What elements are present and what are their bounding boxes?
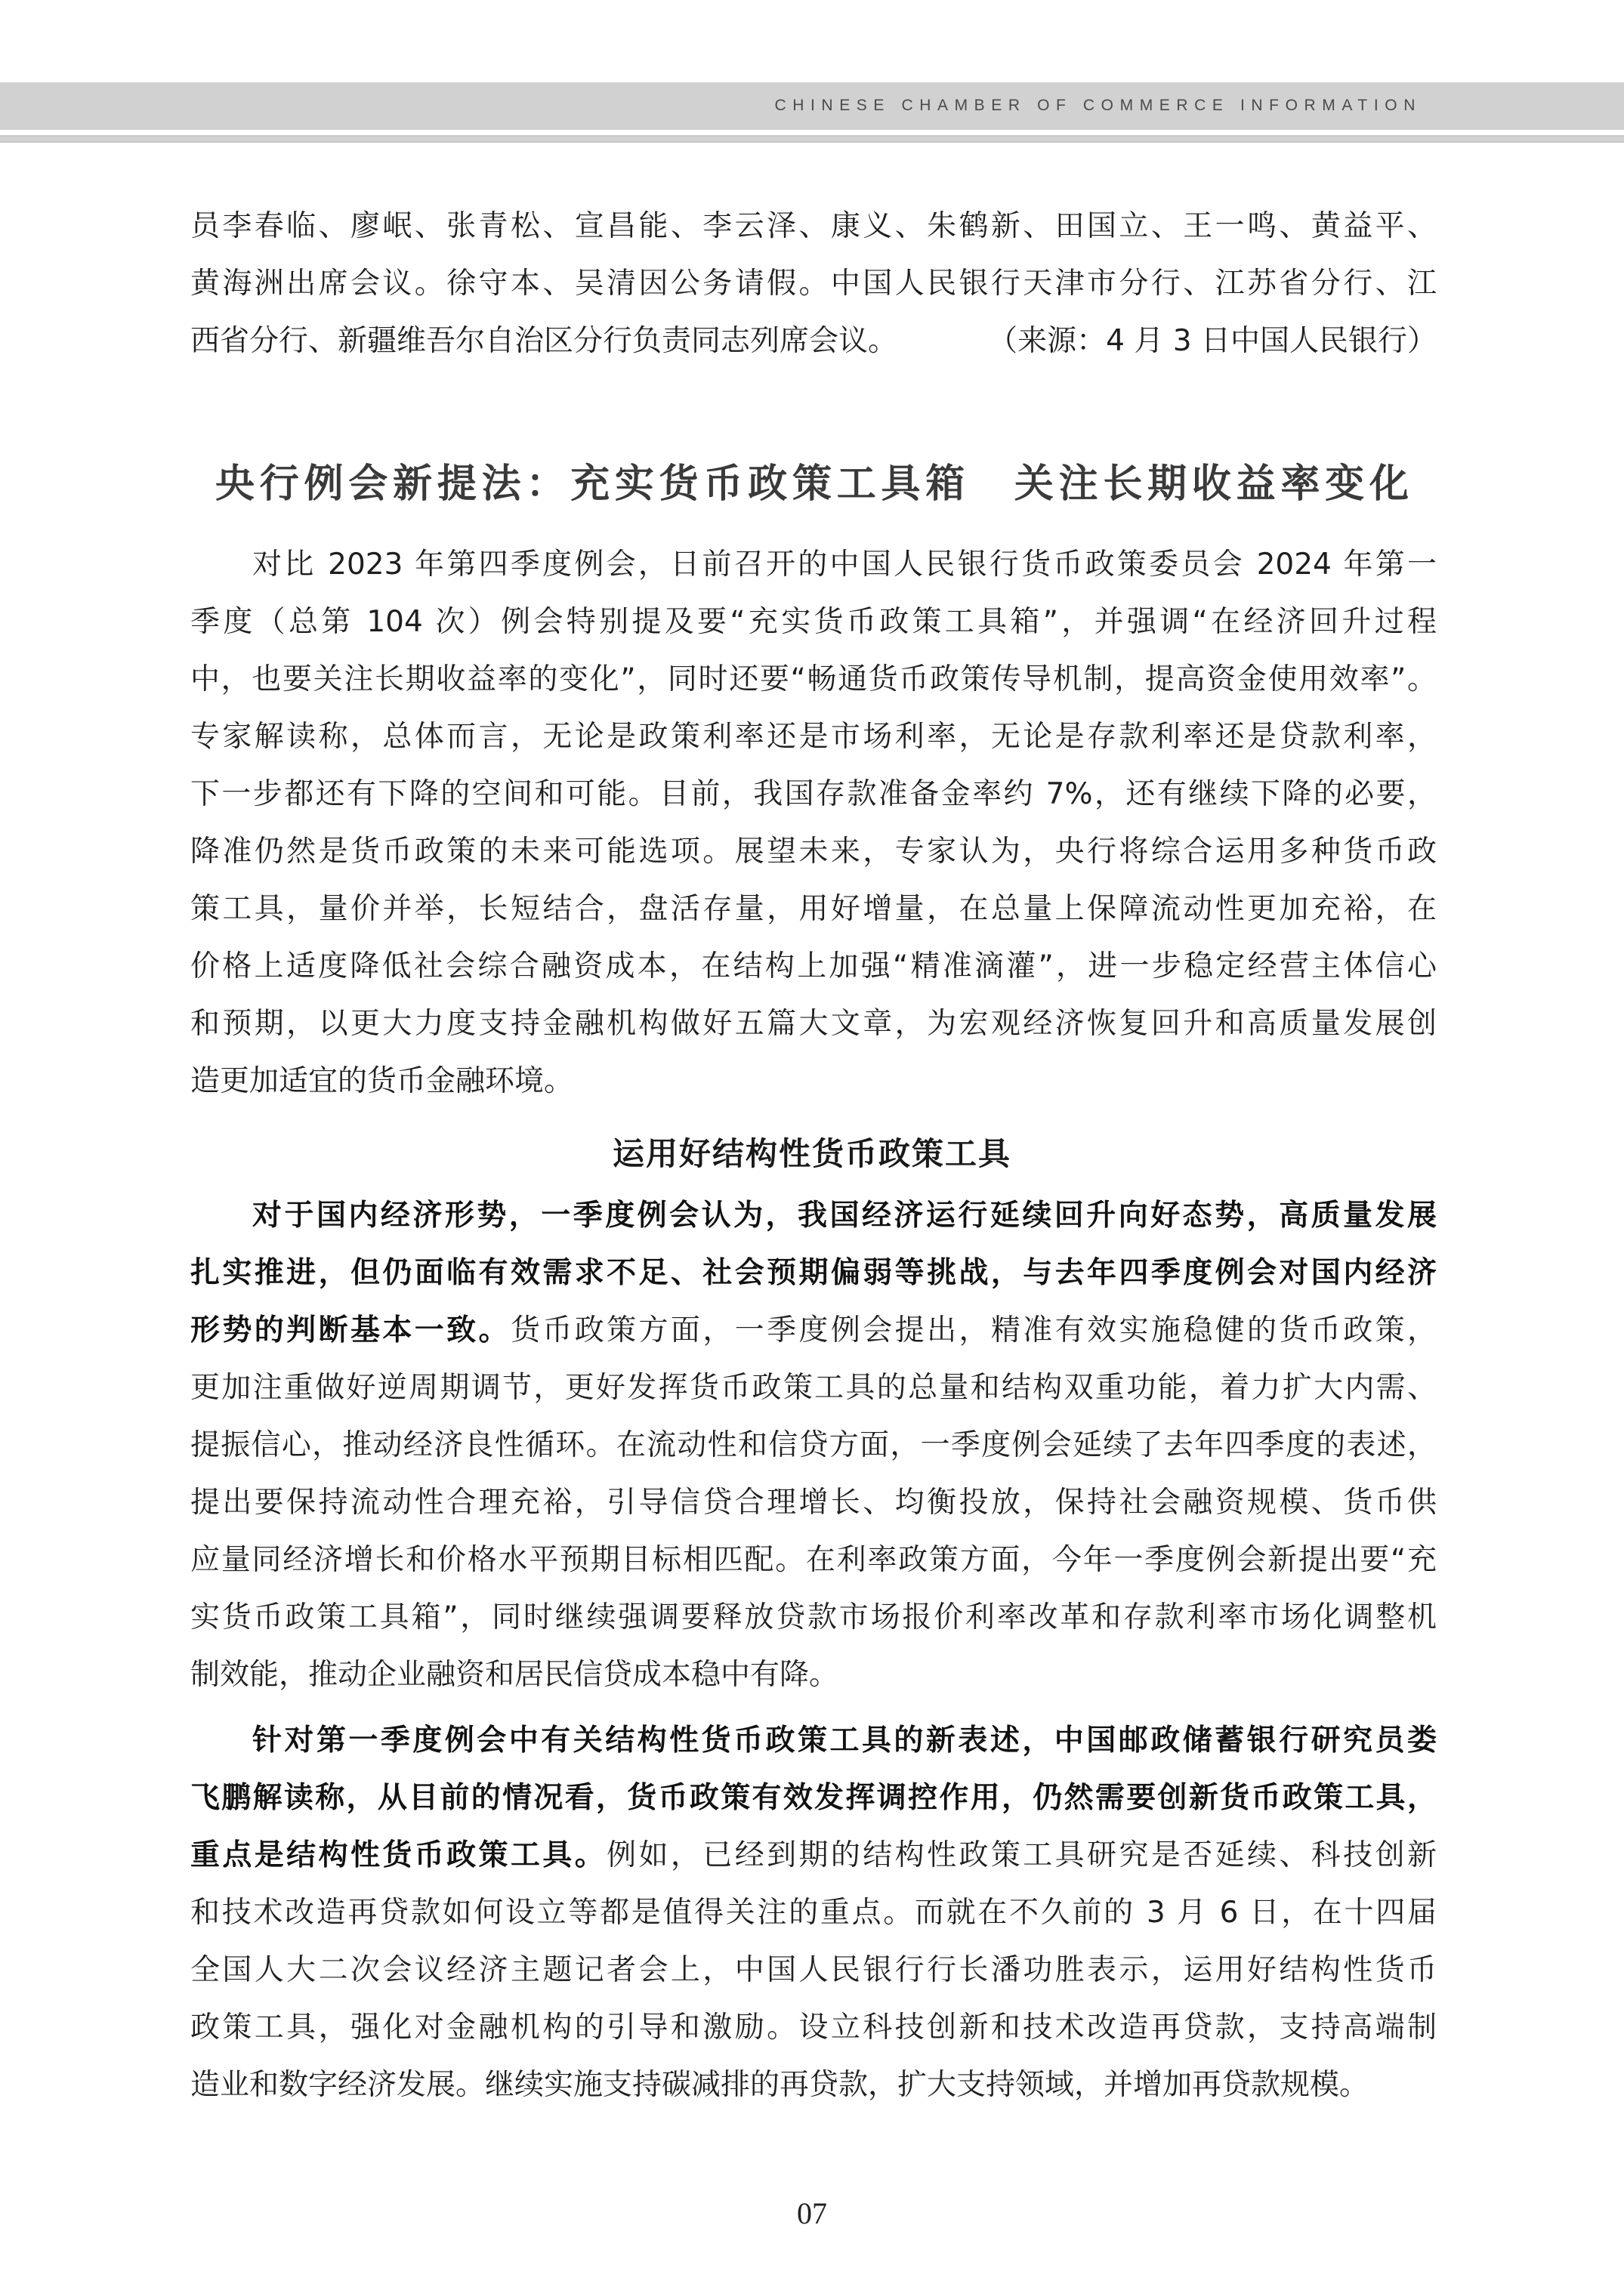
bold-text: 飞鹏解读称，从目前的情况看，货币政策有效发挥调控作用，仍然需要创新货币政策工具， [190, 1781, 1437, 1815]
text-line [190, 1942, 1437, 1999]
text-line: 中，也要关注长期收益率的变化”，同时还要“畅通货币政策传导机制，提高资金使用效率”。 [190, 662, 1437, 696]
regular-text: 应量同经济增长和价格水平预期目标相匹配。在利率政策方面，今年一季度例会新提出要“充 [190, 1543, 1437, 1577]
source-note: （来源：4 月 3 日中国人民银行） [988, 324, 1437, 358]
text-line [190, 1884, 1437, 1942]
text-line [190, 1646, 1437, 1704]
article-paragraph-2 [190, 1187, 1437, 1704]
text-line: 下一步都还有下降的空间和可能。目前，我国存款准备金率约 7%，还有继续下降的必要， [190, 777, 1437, 811]
text-line [190, 2057, 1437, 2114]
text-line [190, 1187, 1437, 1245]
regular-text: 提出要保持流动性合理充裕，引导信贷合理增长、均衡投放，保持社会融资规模、货币供 [190, 1486, 1437, 1520]
bold-text: 针对第一季度例会中有关结构性货币政策工具的新表述，中国邮政储蓄银行研究员娄 [252, 1724, 1437, 1758]
page-number: 07 [797, 2196, 827, 2230]
text-line [190, 1712, 1437, 1770]
article-paragraph-3 [190, 1712, 1437, 2114]
text-line [190, 1589, 1437, 1646]
regular-text: 货币政策方面，一季度例会提出，精准有效实施稳健的货币政策， [510, 1313, 1437, 1347]
text-line [190, 1999, 1437, 2057]
text-line: 员李春临、廖岷、张青松、宣昌能、李云泽、康义、朱鹤新、田国立、王一鸣、黄益平、 [190, 209, 1437, 243]
regular-text: 全国人大二次会议经济主题记者会上，中国人民银行行长潘功胜表示，运用好结构性货币 [190, 1953, 1437, 1987]
regular-text: 和技术改造再贷款如何设立等都是值得关注的重点。而就在不久前的 3 月 6 日，在十四届 [190, 1896, 1437, 1930]
section-subheading: 运用好结构性货币政策工具 [612, 1135, 1011, 1172]
text-line [190, 1770, 1437, 1827]
text-line [190, 313, 1437, 370]
regular-text: 提振信心，推动经济良性循环。在流动性和信贷方面，一季度例会延续了去年四季度的表述， [190, 1428, 1437, 1462]
masthead-rule [0, 135, 1624, 143]
bold-text: 对于国内经济形势，一季度例会认为，我国经济运行延续回升向好态势，高质量发展 [252, 1199, 1437, 1233]
bold-text: 形势的判断基本一致。 [190, 1313, 511, 1347]
text-line: 季度（总第 104 次）例会特别提及要“充实货币政策工具箱”，并强调“在经济回升过程 [190, 605, 1437, 639]
text-line [190, 1827, 1437, 1884]
intro-paragraph [190, 198, 1437, 370]
text-line: 对比 2023 年第四季度例会，日前召开的中国人民银行货币政策委员会 2024 年第一 [252, 548, 1437, 582]
text-line [190, 1532, 1437, 1589]
text-line: 专家解读称，总体而言，无论是政策利率还是市场利率，无论是存款利率还是贷款利率， [190, 720, 1437, 754]
text-line: 策工具，量价并举，长短结合，盘活存量，用好增量，在总量上保障流动性更加充裕，在 [190, 892, 1437, 926]
article-paragraph-1 [190, 536, 1437, 1110]
bold-text: 重点是结构性货币政策工具。 [190, 1838, 607, 1872]
regular-text: 更加注重做好逆周期调节，更好发挥货币政策工具的总量和结构双重功能，着力扩大内需、 [190, 1371, 1437, 1405]
regular-text: 例如，已经到期的结构性政策工具研究是否延续、科技创新 [607, 1838, 1437, 1872]
text-line [190, 1417, 1437, 1474]
article-title: 央行例会新提法：充实货币政策工具箱 关注长期收益率变化 [215, 461, 1409, 507]
text-line: 造更加适宜的货币金融环境。 [190, 1064, 574, 1098]
text-line: 黄海洲出席会议。徐守本、吴清因公务请假。中国人民银行天津市分行、江苏省分行、江 [190, 267, 1437, 301]
text-line [190, 1302, 1437, 1359]
text-line [190, 1474, 1437, 1532]
regular-text: 制效能，推动企业融资和居民信贷成本稳中有降。 [190, 1658, 839, 1692]
text-line [190, 1359, 1437, 1417]
masthead-text: CHINESE CHAMBER OF COMMERCE INFORMATION [774, 97, 1422, 114]
text-line: 和预期，以更大力度支持金融机构做好五篇大文章，为宏观经济恢复回升和高质量发展创 [190, 1007, 1437, 1041]
regular-text: 政策工具，强化对金融机构的引导和激励。设立科技创新和技术改造再贷款，支持高端制 [190, 2011, 1437, 2045]
text-line [190, 1245, 1437, 1302]
line-text: 西省分行、新疆维吾尔自治区分行负责同志列席会议。 [190, 324, 898, 358]
bold-text: 扎实推进，但仍面临有效需求不足、社会预期偏弱等挑战，与去年四季度例会对国内经济 [190, 1256, 1437, 1290]
regular-text: 实货币政策工具箱”，同时继续强调要释放贷款市场报价利率改革和存款利率市场化调整机 [190, 1600, 1437, 1634]
text-line: 价格上适度降低社会综合融资成本，在结构上加强“精准滴灌”，进一步稳定经营主体信心 [190, 949, 1437, 983]
text-line: 降准仍然是货币政策的未来可能选项。展望未来，专家认为，央行将综合运用多种货币政 [190, 835, 1437, 869]
regular-text: 造业和数字经济发展。继续实施支持碳减排的再贷款，扩大支持领域，并增加再贷款规模。 [190, 2068, 1369, 2102]
